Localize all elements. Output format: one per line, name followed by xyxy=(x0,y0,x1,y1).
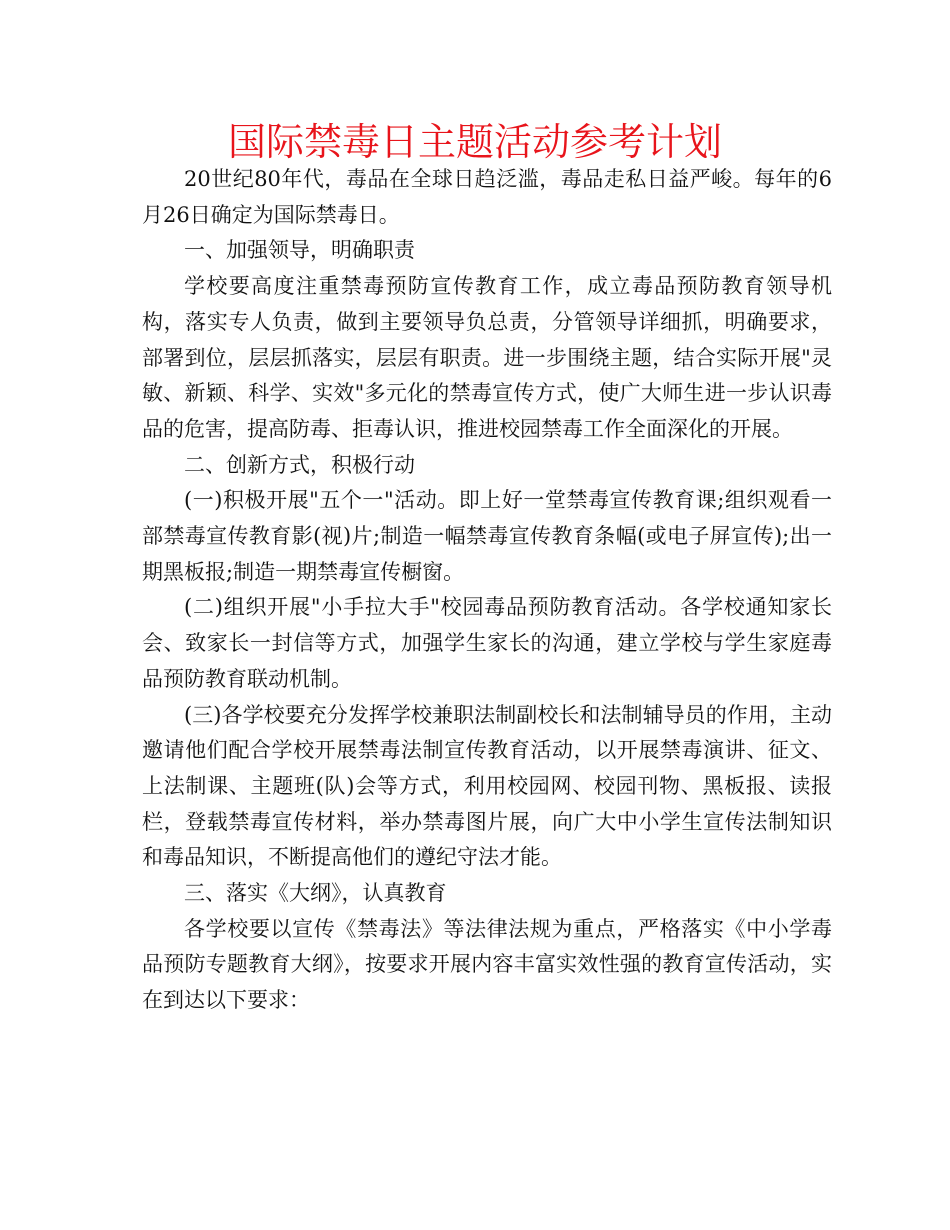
paragraph-small-hands: (二)组织开展"小手拉大手"校园毒品预防教育活动。各学校通知家长会、致家长一封信等方式，加强学生家长的沟通，建立学校与学生家庭毒品预防教育联动机制。 xyxy=(142,595,832,691)
paragraph-five-ones: (一)积极开展"五个一"活动。即上好一堂禁毒宣传教育课;组织观看一部禁毒宣传教育影(视)片;制造一幅禁毒宣传教育条幅(或电子屏宣传);出一期黑板报;制造一期禁毒宣传橱窗。 xyxy=(142,488,832,584)
document-title: 国际禁毒日主题活动参考计划 xyxy=(227,120,722,164)
paragraph-leadership: 学校要高度注重禁毒预防宣传教育工作，成立毒品预防教育领导机构，落实专人负责，做到主要领导负总责，分管领导详细抓，明确要求，部署到位，层层抓落实，层层有职责。进一步围绕主题，结合实际开展"灵敏、新颖、科学、实效"多元化的禁毒宣传方式，使广大师生进一步认识毒品的危害，提高防毒、拒毒认识，推进校园禁毒工作全面深化的开展。 xyxy=(142,274,832,441)
paragraph-intro: 20世纪80年代，毒品在全球日趋泛滥，毒品走私日益严峻。每年的6月26日确定为国际禁毒日。 xyxy=(142,167,832,227)
paragraph-outline: 各学校要以宣传《禁毒法》等法律法规为重点，严格落实《中小学毒品预防专题教育大纲》，按要求开展内容丰富实效性强的教育宣传活动，实在到达以下要求： xyxy=(142,916,832,1013)
section-heading-3: 三、落实《大纲》，认真教育 xyxy=(184,881,447,906)
section-heading-2: 二、创新方式，积极行动 xyxy=(184,452,415,477)
paragraph-legal-vice-principal: (三)各学校要充分发挥学校兼职法制副校长和法制辅导员的作用，主动邀请他们配合学校开展禁毒法制宣传教育活动，以开展禁毒演讲、征文、上法制课、主题班(队)会等方式，利用校园网、校园刊物、黑板报、读报栏，登载禁毒宣传材料，举办禁毒图片展，向广大中小学生宣传法制知识和毒品知识，不断提高他们的遵纪守法才能。 xyxy=(142,702,832,870)
document-body xyxy=(142,162,832,1019)
section-heading-1: 一、加强领导，明确职责 xyxy=(184,238,415,263)
